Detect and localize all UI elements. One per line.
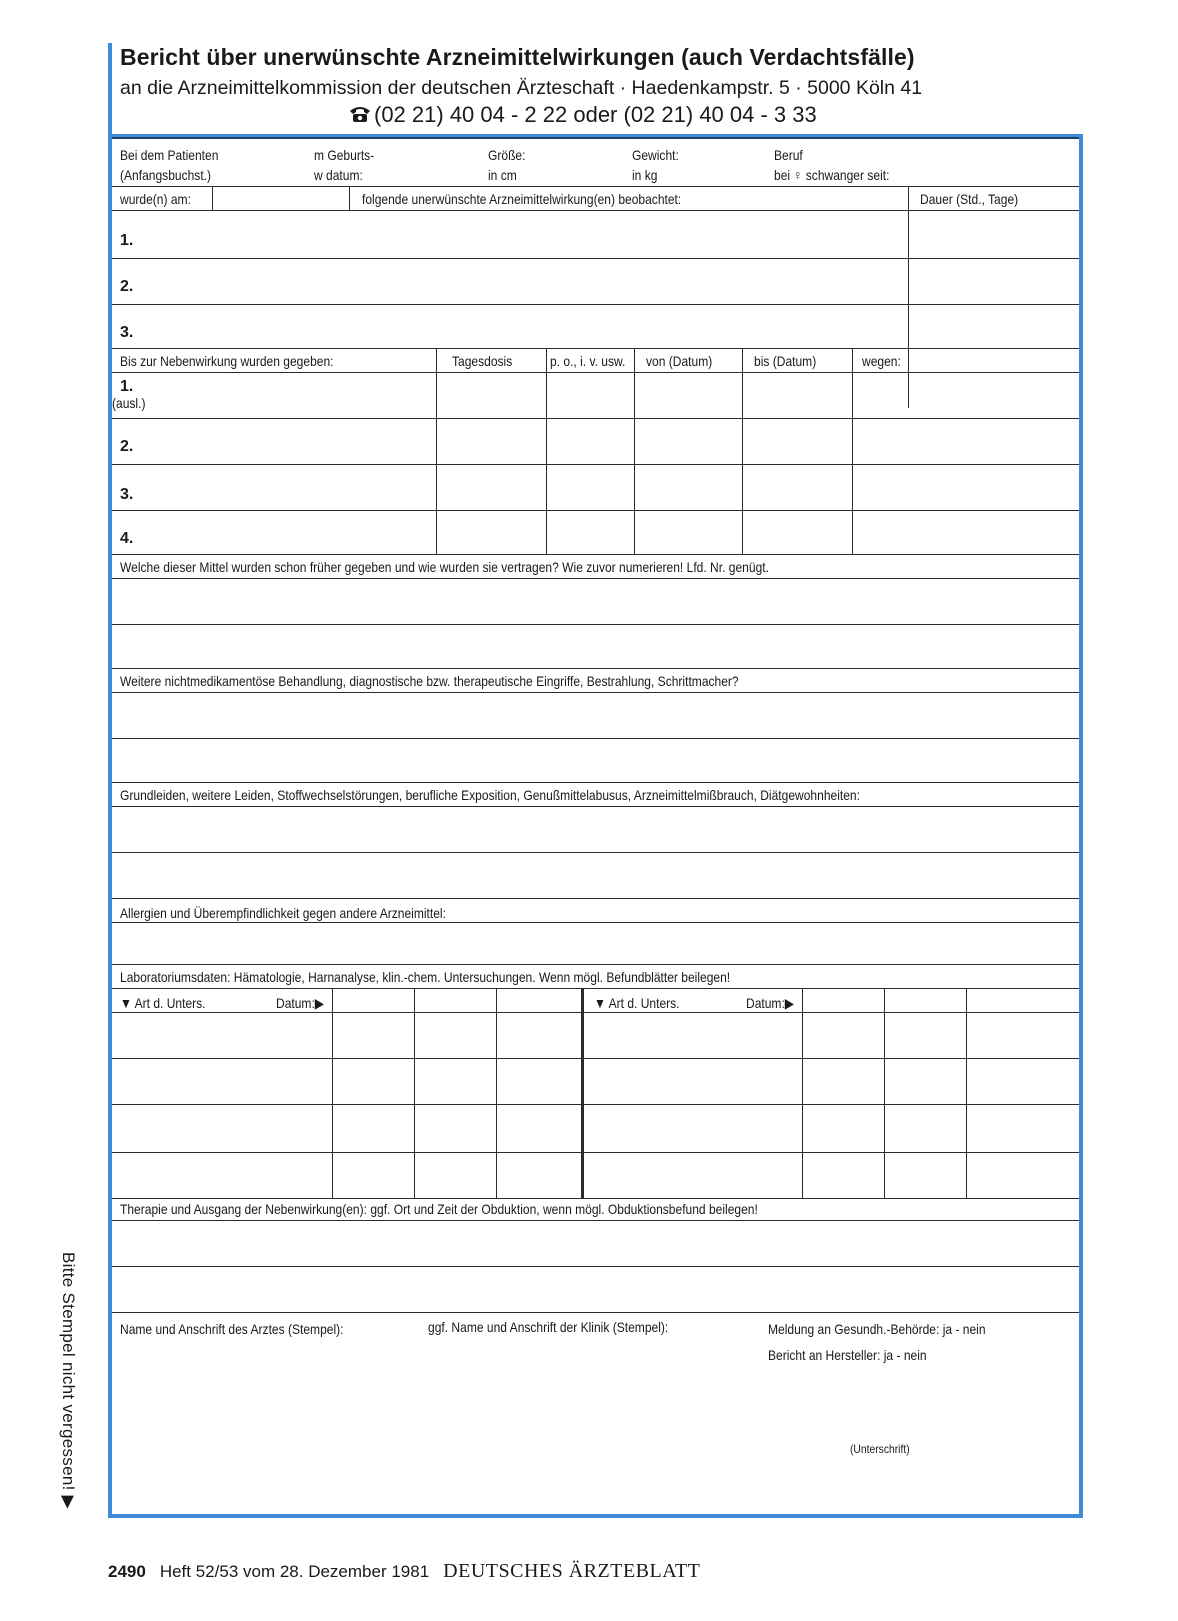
weight-unit-label: in kg: [632, 167, 658, 183]
doctor-stamp-label: Name und Anschrift des Arztes (Stempel):: [120, 1321, 344, 1337]
rule: [908, 186, 909, 408]
stamp-reminder-text: Bitte Stempel nicht vergessen! ▶: [59, 1252, 78, 1510]
rule: [112, 692, 1079, 693]
rule: [112, 372, 1079, 373]
occupation-label: Beruf: [774, 147, 803, 163]
lab-date-label-right: Datum:▶: [746, 995, 795, 1011]
med-row-3: 3.: [120, 486, 134, 503]
rule: [884, 988, 885, 1198]
rule: [112, 510, 1079, 511]
rule: [112, 1198, 1079, 1199]
height-label: Größe:: [488, 147, 526, 163]
lab-type-label-right: ▼ Art d. Unters.: [594, 995, 680, 1011]
height-unit-label: in cm: [488, 167, 517, 183]
rule: [349, 186, 350, 210]
rule: [112, 304, 1079, 305]
from-date-label: von (Datum): [646, 353, 713, 369]
journal-name: DEUTSCHES ÄRZTEBLATT: [443, 1560, 701, 1582]
rule: [852, 348, 853, 554]
given-label: Bis zur Nebenwirkung wurden gegeben:: [120, 353, 334, 369]
rule: [112, 738, 1079, 739]
route-label: p. o., i. v. usw.: [550, 353, 626, 369]
rule: [112, 898, 1079, 899]
rule: [496, 988, 497, 1198]
birth-date-label: w datum:: [314, 167, 363, 183]
rule: [112, 964, 1079, 965]
lab-type-label-left: ▼ Art d. Unters.: [120, 995, 206, 1011]
rule: [112, 554, 1079, 555]
rule: [112, 464, 1079, 465]
form-title: Bericht über unerwünschte Arzneimittelwirkungen (auch Verdachtsfälle): [120, 44, 915, 70]
effect-row-3: 3.: [120, 324, 134, 341]
rule: [802, 988, 803, 1198]
manufacturer-report-label: Bericht an Hersteller: ja - nein: [768, 1347, 927, 1363]
rule: [112, 1220, 1079, 1221]
rule: [112, 418, 1079, 419]
previous-label: Welche dieser Mittel wurden schon früher gegeben und wie wurden sie vertragen? Wie zuvor numerieren! Lfd. Nr. genügt.: [120, 559, 769, 575]
rule: [112, 782, 1079, 783]
underlying-label: Grundleiden, weitere Leiden, Stoffwechselstörungen, berufliche Exposition, Genußmittelabusus, Arzneimittelmißbrauch, Diätgewohnheiten:: [120, 787, 860, 803]
telephone-icon: [348, 103, 372, 129]
med-row-4: 4.: [120, 530, 134, 547]
med-row-1: 1.: [120, 378, 134, 395]
pregnant-label: bei ♀ schwanger seit:: [774, 167, 890, 183]
rule: [112, 1152, 1079, 1153]
rule: [112, 624, 1079, 625]
form-address: an die Arzneimittelkommission der deutschen Ärzteschaft · Haedenkampstr. 5 · 5000 Köln 41: [120, 77, 923, 99]
duration-label: Dauer (Std., Tage): [920, 191, 1019, 207]
rule: [112, 1104, 1079, 1105]
rule: [112, 578, 1079, 579]
lab-label: Laboratoriumsdaten: Hämatologie, Harnanalyse, klin.-chem. Untersuchungen. Wenn mögl. Befundblätter beilegen!: [120, 969, 731, 985]
dose-label: Tagesdosis: [452, 353, 513, 369]
page-footer: [108, 1560, 700, 1583]
lab-date-label-left: Datum:▶: [276, 995, 325, 1011]
rule: [332, 988, 333, 1198]
med-row-2: 2.: [120, 438, 134, 455]
rule: [112, 922, 1079, 923]
rule: [112, 210, 1079, 211]
rule: [112, 186, 1079, 187]
signature-label: (Unterschrift): [850, 1442, 910, 1456]
birth-label: m Geburts-: [314, 147, 375, 163]
therapy-label: Therapie und Ausgang der Nebenwirkung(en): ggf. Ort und Zeit der Obduktion, wenn mögl. Obduktionsbefund beilegen!: [120, 1201, 758, 1217]
rule: [112, 1266, 1079, 1267]
frame-top-rule: [112, 137, 1079, 139]
rule: [966, 988, 967, 1198]
rule: [112, 668, 1079, 669]
rule: [112, 806, 1079, 807]
rule: [414, 988, 415, 1198]
issue-info: Heft 52/53 vom 28. Dezember 1981: [159, 1562, 430, 1581]
rule: [112, 988, 1079, 989]
phone-numbers: (02 21) 40 04 - 2 22 oder (02 21) 40 04 - 3 33: [374, 102, 817, 127]
effect-row-2: 2.: [120, 278, 134, 295]
med-row-1-note: (ausl.): [112, 395, 146, 411]
reason-label: wegen:: [862, 353, 901, 369]
clinic-stamp-label: ggf. Name und Anschrift der Klinik (Stempel):: [428, 1319, 669, 1335]
rule: [634, 348, 635, 554]
rule: [112, 1312, 1079, 1313]
to-date-label: bis (Datum): [754, 353, 817, 369]
rule: [436, 348, 437, 554]
allergies-label: Allergien und Überempfindlichkeit gegen andere Arzneimittel:: [120, 905, 446, 921]
rule: [112, 1012, 1079, 1013]
rule: [546, 348, 547, 554]
weight-label: Gewicht:: [632, 147, 679, 163]
rule: [581, 988, 584, 1198]
effect-row-1: 1.: [120, 232, 134, 249]
patient-label: Bei dem Patienten: [120, 147, 219, 163]
treatment-label: Weitere nichtmedikamentöse Behandlung, diagnostische bzw. therapeutische Eingriffe, Bestrahlung, Schrittmacher?: [120, 673, 739, 689]
rule: [112, 852, 1079, 853]
rule: [112, 258, 1079, 259]
patient-initials-label: (Anfangsbuchst.): [120, 167, 212, 183]
effect-date-label: wurde(n) am:: [120, 191, 191, 207]
page-number: 2490: [108, 1562, 146, 1581]
authority-report-label: Meldung an Gesundh.-Behörde: ja - nein: [768, 1321, 986, 1337]
rule: [212, 186, 213, 210]
rule: [742, 348, 743, 554]
form-frame: [108, 134, 1083, 1518]
rule: [112, 348, 1079, 349]
rule: [112, 1058, 1079, 1059]
observed-effects-label: folgende unerwünschte Arzneimittelwirkung(en) beobachtet:: [362, 191, 682, 207]
form-phone: [348, 102, 817, 129]
